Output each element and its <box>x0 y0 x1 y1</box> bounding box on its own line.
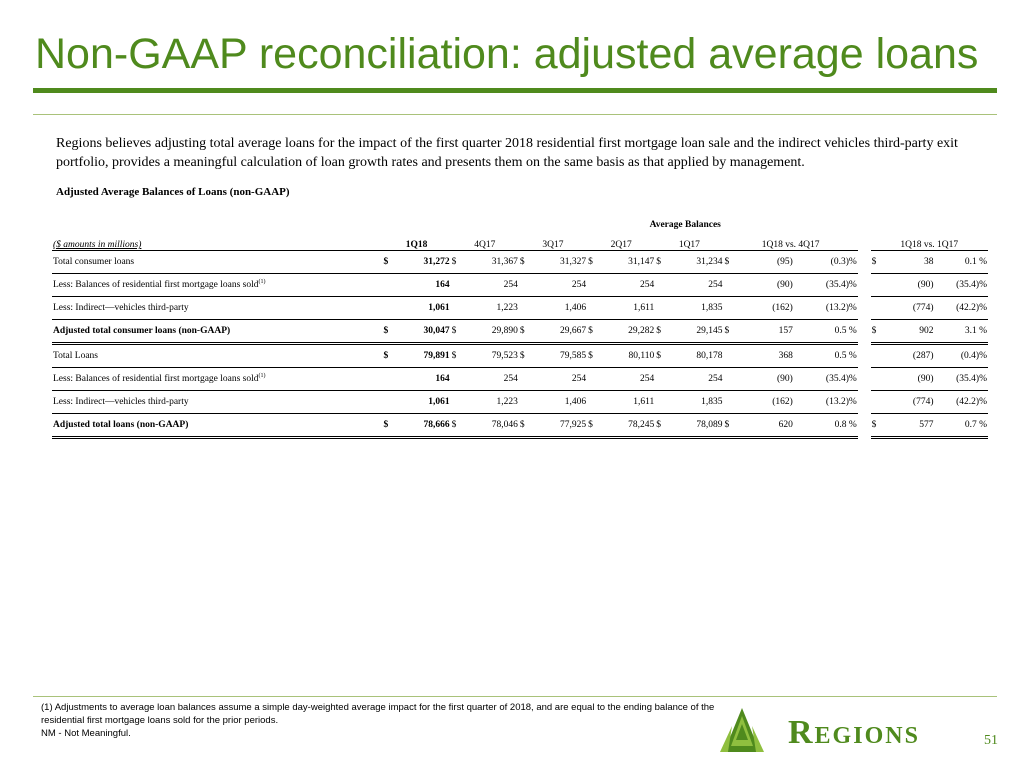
cell-value: 31,234 <box>668 251 723 274</box>
currency-symbol: $ <box>519 344 532 368</box>
table-row <box>52 297 988 320</box>
currency-symbol <box>451 274 464 297</box>
currency-symbol <box>723 344 736 368</box>
cell-value: 254 <box>668 368 723 391</box>
cell-value: 157 <box>736 320 794 344</box>
title-divider <box>33 88 997 93</box>
currency-symbol <box>451 391 464 414</box>
currency-symbol: $ <box>587 344 600 368</box>
cell-value: 164 <box>395 274 450 297</box>
cell-value: 254 <box>532 368 587 391</box>
currency-symbol: $ <box>382 414 395 438</box>
cell-value: 254 <box>463 274 518 297</box>
cell-value: 254 <box>532 274 587 297</box>
cell-value: 3.1 % <box>935 320 989 344</box>
cell-value: 31,147 <box>600 251 655 274</box>
footnote-marker: (1) <box>258 373 266 380</box>
cell-value: 77,925 <box>532 414 587 438</box>
cell-value: 1,611 <box>600 391 655 414</box>
cell-value: (42.2)% <box>935 391 989 414</box>
cell-value: 1,835 <box>668 391 723 414</box>
col-header: 4Q17 <box>451 232 519 251</box>
column-gap <box>858 391 871 414</box>
cell-value: (35.4)% <box>935 368 989 391</box>
cell-value: (35.4)% <box>794 274 858 297</box>
table-row <box>52 391 988 414</box>
currency-symbol <box>382 368 395 391</box>
cell-value: 164 <box>395 368 450 391</box>
currency-symbol <box>723 368 736 391</box>
footnote-nm: NM - Not Meaningful. <box>41 728 131 739</box>
column-gap <box>858 344 871 368</box>
cell-value: (162) <box>736 391 794 414</box>
row-label-text: Less: Indirect—vehicles third-party <box>53 303 189 313</box>
page-number: 51 <box>984 733 998 748</box>
column-gap <box>858 414 871 438</box>
page-title: Non-GAAP reconciliation: adjusted average loans <box>35 30 979 78</box>
cell-value: 1,835 <box>668 297 723 320</box>
table-row <box>52 344 988 368</box>
cell-value: (90) <box>883 274 934 297</box>
currency-symbol: $ <box>382 251 395 274</box>
cell-value: 79,585 <box>532 344 587 368</box>
row-label-text: Less: Indirect—vehicles third-party <box>53 397 189 407</box>
cell-value: 620 <box>736 414 794 438</box>
currency-symbol: $ <box>382 320 395 344</box>
cell-value: (42.2)% <box>935 297 989 320</box>
title-divider-thin <box>33 114 997 115</box>
col-header: 3Q17 <box>519 232 587 251</box>
currency-symbol: $ <box>519 320 532 344</box>
currency-symbol: $ <box>587 251 600 274</box>
currency-symbol <box>723 297 736 320</box>
cell-value: 1,223 <box>463 391 518 414</box>
column-gap <box>858 320 871 344</box>
currency-symbol <box>382 274 395 297</box>
cell-value: 0.1 % <box>935 251 989 274</box>
cell-value: (287) <box>883 344 934 368</box>
currency-symbol <box>519 297 532 320</box>
table-row <box>52 251 988 274</box>
intro-paragraph: Regions believes adjusting total average loans for the impact of the first quarter 2018 residential first mortgage loan sale and the indirect vehicles third-party exit portfolio, provides a meaningful calculation of loan growth rates and presents them on the same basis as that applied by management. <box>56 136 958 170</box>
currency-symbol <box>451 368 464 391</box>
cell-value: 902 <box>883 320 934 344</box>
row-label <box>52 391 382 414</box>
currency-symbol <box>871 344 884 368</box>
cell-value: 1,611 <box>600 297 655 320</box>
row-label <box>52 414 382 438</box>
cell-value: 577 <box>883 414 934 438</box>
row-label-text: Total consumer loans <box>53 257 135 267</box>
column-gap <box>858 251 871 274</box>
table-row <box>52 274 988 297</box>
cell-value: 0.7 % <box>935 414 989 438</box>
cell-value: 0.8 % <box>794 414 858 438</box>
currency-symbol <box>587 368 600 391</box>
cell-value: 254 <box>463 368 518 391</box>
cell-value: (774) <box>883 391 934 414</box>
cell-value: (774) <box>883 297 934 320</box>
currency-symbol: $ <box>519 251 532 274</box>
cell-value: 1,061 <box>395 391 450 414</box>
cell-value: 38 <box>883 251 934 274</box>
cell-value: 80,110 <box>600 344 655 368</box>
cell-value: 78,245 <box>600 414 655 438</box>
cell-value: 29,890 <box>463 320 518 344</box>
column-gap <box>858 368 871 391</box>
cell-value: 31,367 <box>463 251 518 274</box>
cell-value: 1,406 <box>532 297 587 320</box>
row-label-text: Adjusted total loans (non-GAAP) <box>53 420 189 430</box>
cell-value: (35.4)% <box>794 368 858 391</box>
currency-symbol: $ <box>723 414 736 438</box>
currency-symbol <box>382 391 395 414</box>
table-row <box>52 414 988 438</box>
col-header: 1Q18 <box>382 232 450 251</box>
table-row <box>52 368 988 391</box>
cell-value: (95) <box>736 251 794 274</box>
row-label-text: Total Loans <box>53 351 98 361</box>
cell-value: (90) <box>736 368 794 391</box>
regions-pyramid-icon <box>720 708 764 752</box>
cell-value: (13.2)% <box>794 297 858 320</box>
cell-value: 1,223 <box>463 297 518 320</box>
currency-symbol: $ <box>451 320 464 344</box>
cell-value: 31,327 <box>532 251 587 274</box>
currency-symbol <box>871 368 884 391</box>
row-label <box>52 274 382 297</box>
unit-label: ($ amounts in millions) <box>52 232 382 251</box>
table-body <box>52 251 988 438</box>
cell-value: 254 <box>668 274 723 297</box>
currency-symbol <box>655 297 668 320</box>
currency-symbol: $ <box>655 320 668 344</box>
currency-symbol <box>587 274 600 297</box>
row-label-text: Adjusted total consumer loans (non-GAAP) <box>53 326 231 336</box>
currency-symbol <box>587 297 600 320</box>
row-label <box>52 344 382 368</box>
col-header: 1Q18 vs. 1Q17 <box>871 232 988 251</box>
currency-symbol: $ <box>655 251 668 274</box>
currency-symbol <box>519 368 532 391</box>
currency-symbol <box>587 391 600 414</box>
cell-value: (13.2)% <box>794 391 858 414</box>
footnotes <box>41 701 721 740</box>
currency-symbol: $ <box>655 414 668 438</box>
currency-symbol: $ <box>655 344 668 368</box>
currency-symbol: $ <box>723 251 736 274</box>
currency-symbol <box>382 297 395 320</box>
currency-symbol: $ <box>723 320 736 344</box>
currency-symbol <box>655 368 668 391</box>
currency-symbol <box>723 274 736 297</box>
cell-value: 1,406 <box>532 391 587 414</box>
footnote-1: (1) Adjustments to average loan balances assume a simple day-weighted average impact for the first quarter of 2018, and are equal to the ending balance of the residential first mortgage loans sold for the prior periods. <box>41 702 715 726</box>
row-label-text: Less: Balances of residential first mortgage loans sold <box>53 374 259 385</box>
currency-symbol: $ <box>451 251 464 274</box>
cell-value: 80,178 <box>668 344 723 368</box>
currency-symbol: $ <box>871 251 884 274</box>
group-header: Average Balances <box>649 220 721 230</box>
currency-symbol: $ <box>871 414 884 438</box>
cell-value: 79,891 <box>395 344 450 368</box>
currency-symbol <box>451 297 464 320</box>
row-label <box>52 368 382 391</box>
cell-value: 78,089 <box>668 414 723 438</box>
cell-value: 1,061 <box>395 297 450 320</box>
footer-divider <box>33 696 997 697</box>
cell-value: 30,047 <box>395 320 450 344</box>
cell-value: 254 <box>600 274 655 297</box>
table-row <box>52 320 988 344</box>
col-header: 2Q17 <box>587 232 655 251</box>
currency-symbol: $ <box>451 344 464 368</box>
cell-value: (0.4)% <box>935 344 989 368</box>
currency-symbol: $ <box>451 414 464 438</box>
footnote-marker: (1) <box>258 279 266 286</box>
currency-symbol <box>723 391 736 414</box>
cell-value: (90) <box>883 368 934 391</box>
currency-symbol: $ <box>587 414 600 438</box>
cell-value: (90) <box>736 274 794 297</box>
cell-value: 78,666 <box>395 414 450 438</box>
cell-value: (162) <box>736 297 794 320</box>
currency-symbol: $ <box>871 320 884 344</box>
cell-value: 79,523 <box>463 344 518 368</box>
cell-value: (0.3)% <box>794 251 858 274</box>
cell-value: 368 <box>736 344 794 368</box>
row-label <box>52 320 382 344</box>
row-label-text: Less: Balances of residential first mortgage loans sold <box>53 280 259 291</box>
cell-value: 0.5 % <box>794 344 858 368</box>
regions-logo-text: Regions <box>788 714 920 751</box>
reconciliation-table <box>52 218 988 439</box>
cell-value: 254 <box>600 368 655 391</box>
table-subtitle: Adjusted Average Balances of Loans (non-GAAP) <box>56 186 290 198</box>
currency-symbol: $ <box>587 320 600 344</box>
currency-symbol <box>871 274 884 297</box>
column-gap <box>858 274 871 297</box>
currency-symbol <box>655 274 668 297</box>
cell-value: 0.5 % <box>794 320 858 344</box>
column-gap <box>858 297 871 320</box>
cell-value: 29,282 <box>600 320 655 344</box>
currency-symbol: $ <box>382 344 395 368</box>
currency-symbol <box>871 297 884 320</box>
row-label <box>52 251 382 274</box>
row-label <box>52 297 382 320</box>
currency-symbol <box>871 391 884 414</box>
cell-value: 29,145 <box>668 320 723 344</box>
cell-value: (35.4)% <box>935 274 989 297</box>
cell-value: 31,272 <box>395 251 450 274</box>
currency-symbol: $ <box>519 414 532 438</box>
cell-value: 78,046 <box>463 414 518 438</box>
currency-symbol <box>519 391 532 414</box>
cell-value: 29,667 <box>532 320 587 344</box>
col-header: 1Q17 <box>655 232 723 251</box>
col-header: 1Q18 vs. 4Q17 <box>723 232 857 251</box>
currency-symbol <box>519 274 532 297</box>
currency-symbol <box>655 391 668 414</box>
